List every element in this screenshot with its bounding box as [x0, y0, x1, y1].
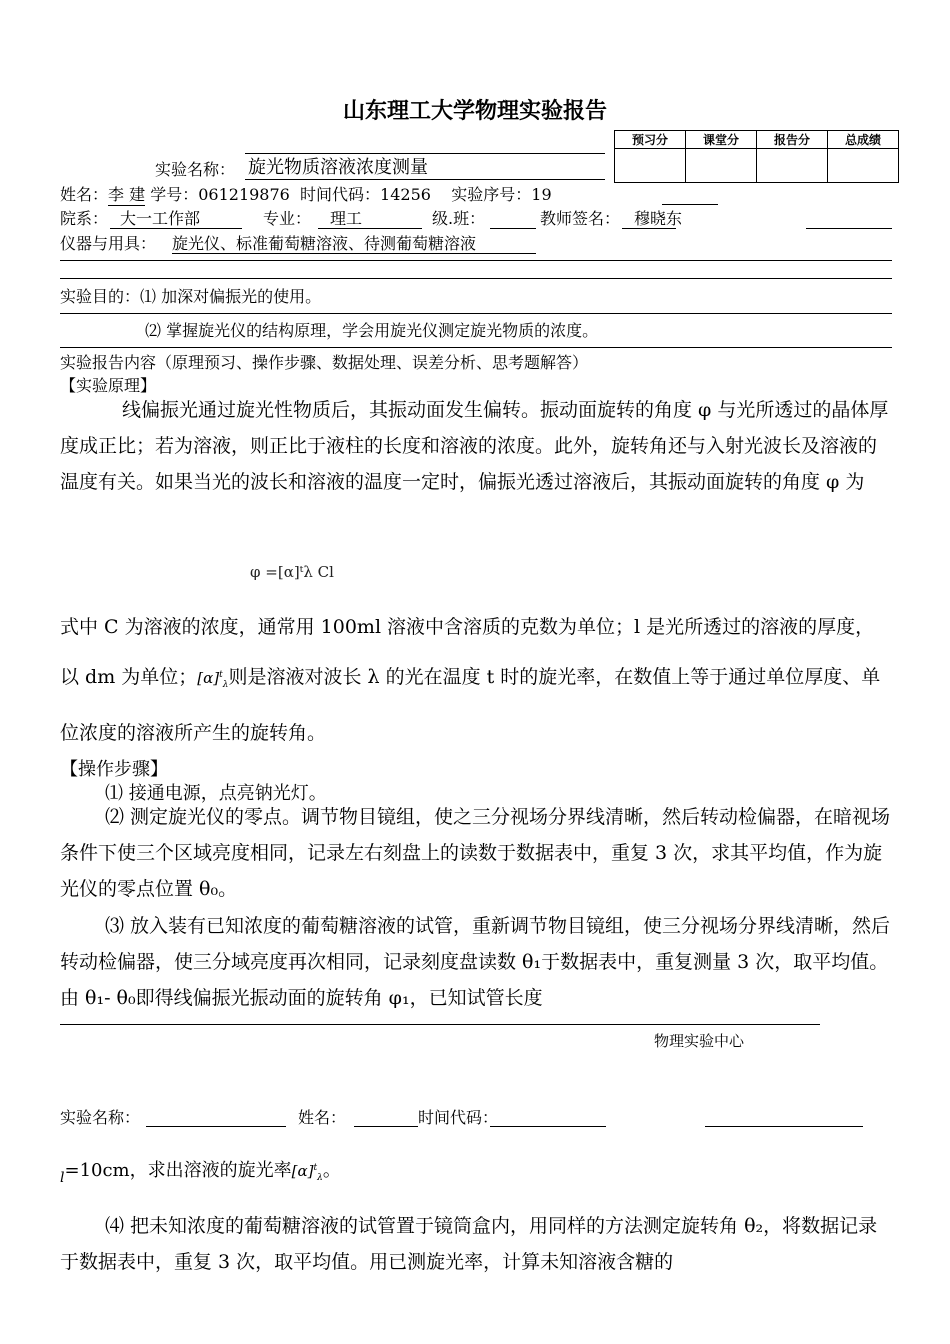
p2-name-label: 姓名：	[298, 1108, 347, 1127]
score-header-total: 总成绩	[828, 131, 899, 149]
teacher-value: 穆晓东	[634, 209, 683, 228]
report-content-heading: 实验报告内容（原理预习、操作步骤、数据处理、误差分析、思考题解答）	[60, 353, 589, 372]
p2-exp-name-label: 实验名称：	[60, 1108, 141, 1127]
exp-name-value: 旋光物质溶液浓度测量	[248, 157, 428, 178]
step-1: ⑴ 接通电源，点亮钠光灯。	[105, 783, 327, 804]
specific-rotation-symbol: $[\alpha]^t_\lambda$	[197, 669, 229, 690]
page-title: 山东理工大学物理实验报告	[342, 99, 607, 124]
exp-seq-value: 19	[531, 185, 552, 204]
p2-line1-end: 。	[322, 1160, 341, 1181]
p2-time-code-label: 时间代码：	[418, 1108, 499, 1127]
dept-label: 院系：	[60, 209, 109, 228]
purpose-line1: 实验目的：⑴ 加深对偏振光的使用。	[60, 287, 322, 306]
instruments-label: 仪器与用具：	[60, 234, 157, 253]
p2-line1-text: =10cm，求出溶液的旋光率	[64, 1160, 292, 1181]
footer-center: 物理实验中心	[654, 1032, 745, 1050]
rotation-formula: φ =[α]ᵗλ Cl	[250, 563, 334, 581]
score-table	[614, 130, 899, 183]
dept-value: 大一工作部	[120, 209, 201, 228]
principle-paragraph-2-text: 式中 C 为溶液的浓度，通常用 100ml 溶液中含溶质的克数为单位；l 是光所透过的溶液的厚度，以 dm 为单位；	[60, 616, 875, 688]
tube-length-symbol: l	[60, 1170, 65, 1186]
time-code-label: 时间代码：	[300, 185, 381, 204]
name-label: 姓名：	[60, 185, 109, 204]
principle-paragraph-2	[60, 603, 892, 757]
score-header-preview: 预习分	[615, 131, 686, 149]
step-4: ⑷ 把未知浓度的葡萄糖溶液的试管置于镜筒盒内，用同样的方法测定旋转角 θ₂，将数据记录于数据表中，重复 3 次，取平均值。用已测旋光率，计算未知溶液含糖的	[60, 1215, 878, 1273]
score-cell-total[interactable]	[828, 149, 899, 183]
principle-heading: 【实验原理】	[60, 376, 157, 395]
major-label: 专业：	[263, 209, 312, 228]
score-cell-preview[interactable]	[615, 149, 686, 183]
name-value: 李 建	[108, 182, 145, 206]
score-cell-class[interactable]	[686, 149, 757, 183]
step-3: ⑶ 放入装有已知浓度的葡萄糖溶液的试管，重新调节物目镜组，使三分视场分界线清晰，然后转动检偏器，使三分域亮度再次相同，记录刻度盘读数 θ₁于数据表中，重复测量 3 次，取平均值。由 θ₁- θ₀即得线偏振光振动面的旋转角 φ₁，已知试管长度	[60, 915, 891, 1009]
score-cell-report[interactable]	[757, 149, 828, 183]
major-value: 理工	[330, 209, 363, 228]
step-2: ⑵ 测定旋光仪的零点。调节物目镜组，使之三分视场分界线清晰，然后转动检偏器，在暗视场条件下使三个区域亮度相同，记录左右刻盘上的读数于数据表中，重复 3 次，求其平均值，作为旋光仪的零点位置 θ₀。	[60, 806, 891, 900]
exp-seq-label: 实验序号：	[451, 185, 532, 204]
score-header-class: 课堂分	[686, 131, 757, 149]
student-info-row	[60, 182, 552, 206]
time-code-value: 14256	[380, 185, 431, 204]
student-id-label: 学号：	[150, 185, 199, 204]
purpose-line2: ⑵ 掌握旋光仪的结构原理，学会用旋光仪测定旋光物质的浓度。	[145, 321, 599, 340]
principle-paragraph-2b-text: 则是溶液对波长 λ 的光在温度 t 时的旋光率，在数值上等于通过单位厚度、单位浓度的溶液所产生的旋转角。	[60, 666, 881, 744]
exp-name-label: 实验名称：	[155, 160, 236, 179]
instruments-value: 旋光仪、标准葡萄糖溶液、待测葡萄糖溶液	[172, 234, 477, 253]
class-label: 级.班：	[432, 209, 486, 228]
teacher-label: 教师签名：	[540, 209, 621, 228]
steps-heading: 【操作步骤】	[60, 759, 168, 780]
student-id-value: 061219876	[198, 185, 290, 204]
specific-rotation-symbol-2: $[\alpha]^t_\lambda$	[291, 1162, 323, 1183]
p2-line1	[60, 1156, 341, 1186]
principle-paragraph-1: 线偏振光通过旋光性物质后，其振动面发生偏转。振动面旋转的角度 φ 与光所透过的晶体厚度成正比；若为溶液，则正比于液柱的长度和溶液的浓度。此外，旋转角还与入射光波长及溶液的温度有关。如果当光的波长和溶液的温度一定时，偏振光透过溶液后，其振动面旋转的角度 φ 为	[60, 399, 889, 493]
score-header-report: 报告分	[757, 131, 828, 149]
